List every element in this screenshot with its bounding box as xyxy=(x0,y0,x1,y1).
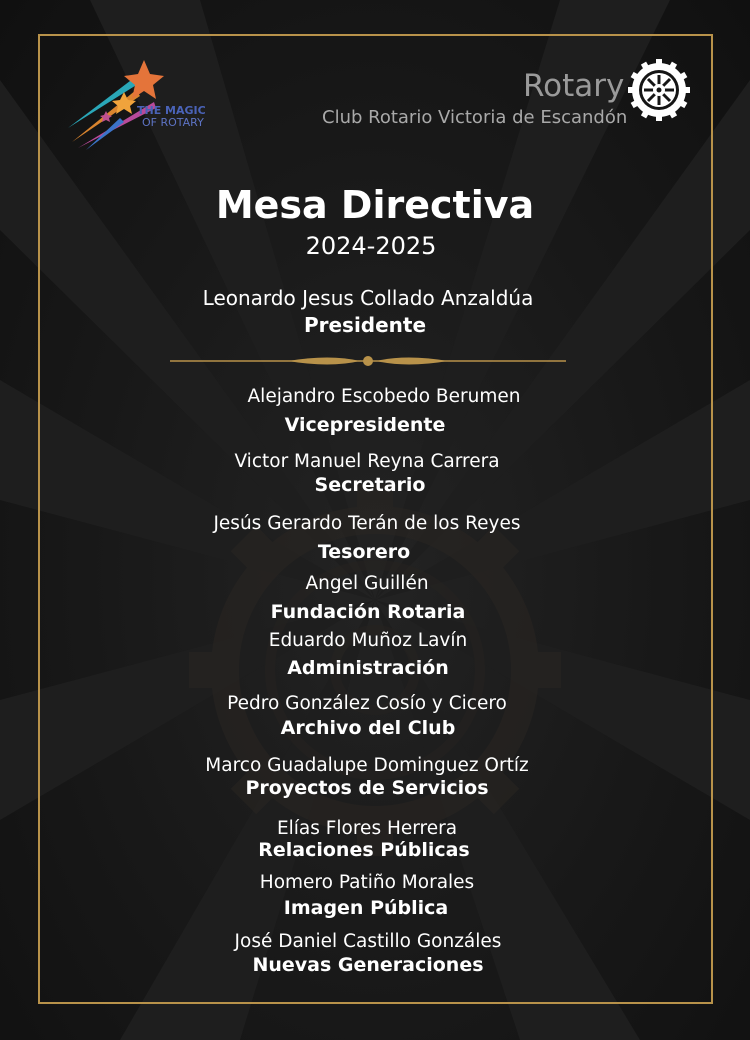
club-name: Club Rotario Victoria de Escandón xyxy=(322,107,628,128)
member-role: Nuevas Generaciones xyxy=(252,954,484,976)
member-role: Imagen Pública xyxy=(283,897,449,919)
member-role: Tesorero xyxy=(317,541,411,563)
page-title: Mesa Directiva xyxy=(215,183,535,227)
ornamental-divider xyxy=(170,352,566,370)
member-name: José Daniel Castillo Gonzáles xyxy=(234,931,502,952)
magic-line1: THE MAGIC xyxy=(137,104,206,117)
member-role: Relaciones Públicas xyxy=(258,839,470,861)
member-name: Angel Guillén xyxy=(305,573,429,594)
member-role: Administración xyxy=(287,657,449,679)
member-role: Vicepresidente xyxy=(284,414,446,436)
member-name: Alejandro Escobedo Berumen xyxy=(247,386,521,407)
member-role: Secretario xyxy=(314,474,426,496)
period-years: 2024-2025 xyxy=(305,232,437,260)
member-name: Marco Guadalupe Dominguez Ortíz xyxy=(205,755,529,776)
member-name: Pedro González Cosío y Cicero xyxy=(227,693,507,714)
president-name: Leonardo Jesus Collado Anzaldúa xyxy=(202,286,534,310)
rotary-wheel-icon xyxy=(627,58,691,122)
member-name: Eduardo Muñoz Lavín xyxy=(268,630,468,651)
president-role: Presidente xyxy=(303,313,427,337)
member-role: Fundación Rotaria xyxy=(270,601,466,623)
member-role: Archivo del Club xyxy=(280,717,456,739)
rotary-wordmark: Rotary xyxy=(523,68,625,104)
magic-of-rotary-text xyxy=(137,105,206,129)
magic-line2: OF ROTARY xyxy=(142,116,204,129)
member-name: Elías Flores Herrera xyxy=(276,818,458,839)
member-name: Homero Patiño Morales xyxy=(259,872,475,893)
member-name: Victor Manuel Reyna Carrera xyxy=(234,451,500,472)
member-name: Jesús Gerardo Terán de los Reyes xyxy=(213,513,521,534)
member-role: Proyectos de Servicios xyxy=(245,777,489,799)
